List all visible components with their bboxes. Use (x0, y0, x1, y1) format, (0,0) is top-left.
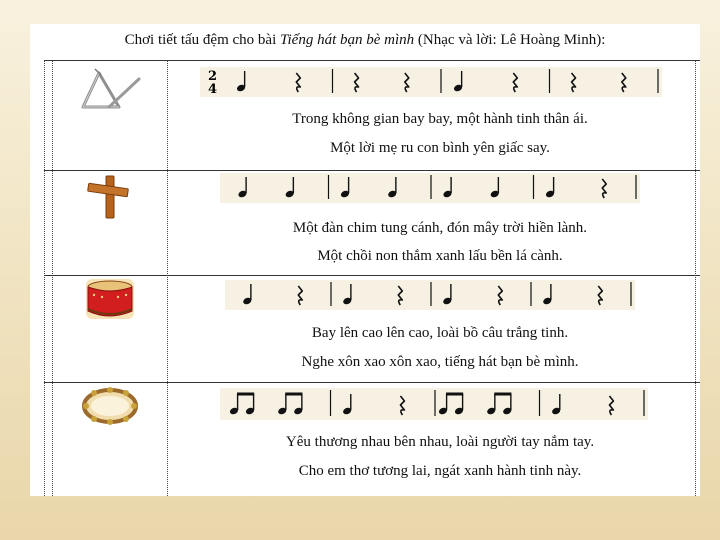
lyric-line: Cho em thơ tương lai, ngát xanh hành tinh này. (298, 463, 582, 479)
quarter-rest (513, 73, 517, 92)
lyric-line: Một đàn chim tung cánh, đón mây trời hiền lành. (292, 220, 588, 236)
time-signature-bottom: 4 (208, 82, 218, 97)
instrument-cell (52, 62, 167, 122)
drum-icon (82, 275, 138, 323)
lyric-line: Trong không gian bay bay, một hành tinh thân ái. (292, 111, 588, 127)
rhythm-staff (220, 173, 640, 203)
quarter-rest (598, 286, 602, 305)
wood-clapper-icon (80, 172, 140, 224)
lyric-line: Nghe xôn xao xôn xao, tiếng hát bạn bè mình. (301, 354, 579, 370)
lyric-line: Yêu thương nhau bên nhau, loài người tay nắm tay. (285, 434, 595, 450)
quarter-rest (400, 396, 404, 415)
quarter-rest (298, 286, 302, 305)
instrument-cell (52, 269, 167, 329)
eighth-note-pair (229, 394, 255, 415)
table-row (30, 275, 700, 382)
quarter-note (237, 177, 247, 198)
triangle-icon (75, 67, 145, 117)
rhythm-staff (220, 388, 648, 420)
quarter-rest (609, 396, 613, 415)
quarter-rest (355, 73, 359, 92)
quarter-rest (405, 73, 409, 92)
quarter-rest (398, 286, 402, 305)
lyric-line: Một lời mẹ ru con bình yên giấc say. (330, 140, 550, 156)
quarter-rest (572, 73, 576, 92)
song-title: Tiếng hát bạn bè mình (280, 32, 415, 48)
quarter-note (285, 177, 295, 198)
quarter-note (453, 71, 463, 92)
quarter-note (490, 177, 500, 198)
quarter-note (542, 284, 552, 305)
quarter-note (551, 394, 561, 415)
tambourine-icon (80, 384, 140, 428)
time-signature-top: 2 (208, 69, 218, 84)
worksheet (30, 24, 700, 496)
quarter-note (342, 284, 352, 305)
eighth-note-pair (277, 394, 303, 415)
quarter-rest (296, 73, 300, 92)
quarter-note (442, 284, 452, 305)
page-title (30, 32, 700, 49)
quarter-note (387, 177, 397, 198)
quarter-rest (622, 73, 626, 92)
eighth-note-pair (438, 394, 464, 415)
eighth-note-pair (486, 394, 512, 415)
quarter-note (242, 284, 252, 305)
quarter-note (342, 394, 352, 415)
title-prefix: Chơi tiết tấu đệm cho bài (124, 32, 280, 48)
quarter-note (545, 177, 555, 198)
quarter-note (340, 177, 350, 198)
table-row (30, 60, 700, 170)
quarter-note (442, 177, 452, 198)
rhythm-staff (200, 67, 662, 97)
table-row (30, 382, 700, 496)
quarter-note (236, 71, 246, 92)
quarter-rest (602, 179, 606, 198)
table-row (30, 170, 700, 275)
rhythm-staff (225, 280, 635, 310)
instrument-cell (52, 376, 167, 436)
lyric-line: Một chồi non thắm xanh lấu bền lá cành. (317, 248, 563, 264)
instrument-cell (52, 168, 167, 228)
title-suffix: (Nhạc và lời: Lê Hoàng Minh): (414, 32, 606, 48)
quarter-rest (498, 286, 502, 305)
lyric-line: Bay lên cao lên cao, loài bồ câu trắng tinh. (311, 325, 569, 341)
